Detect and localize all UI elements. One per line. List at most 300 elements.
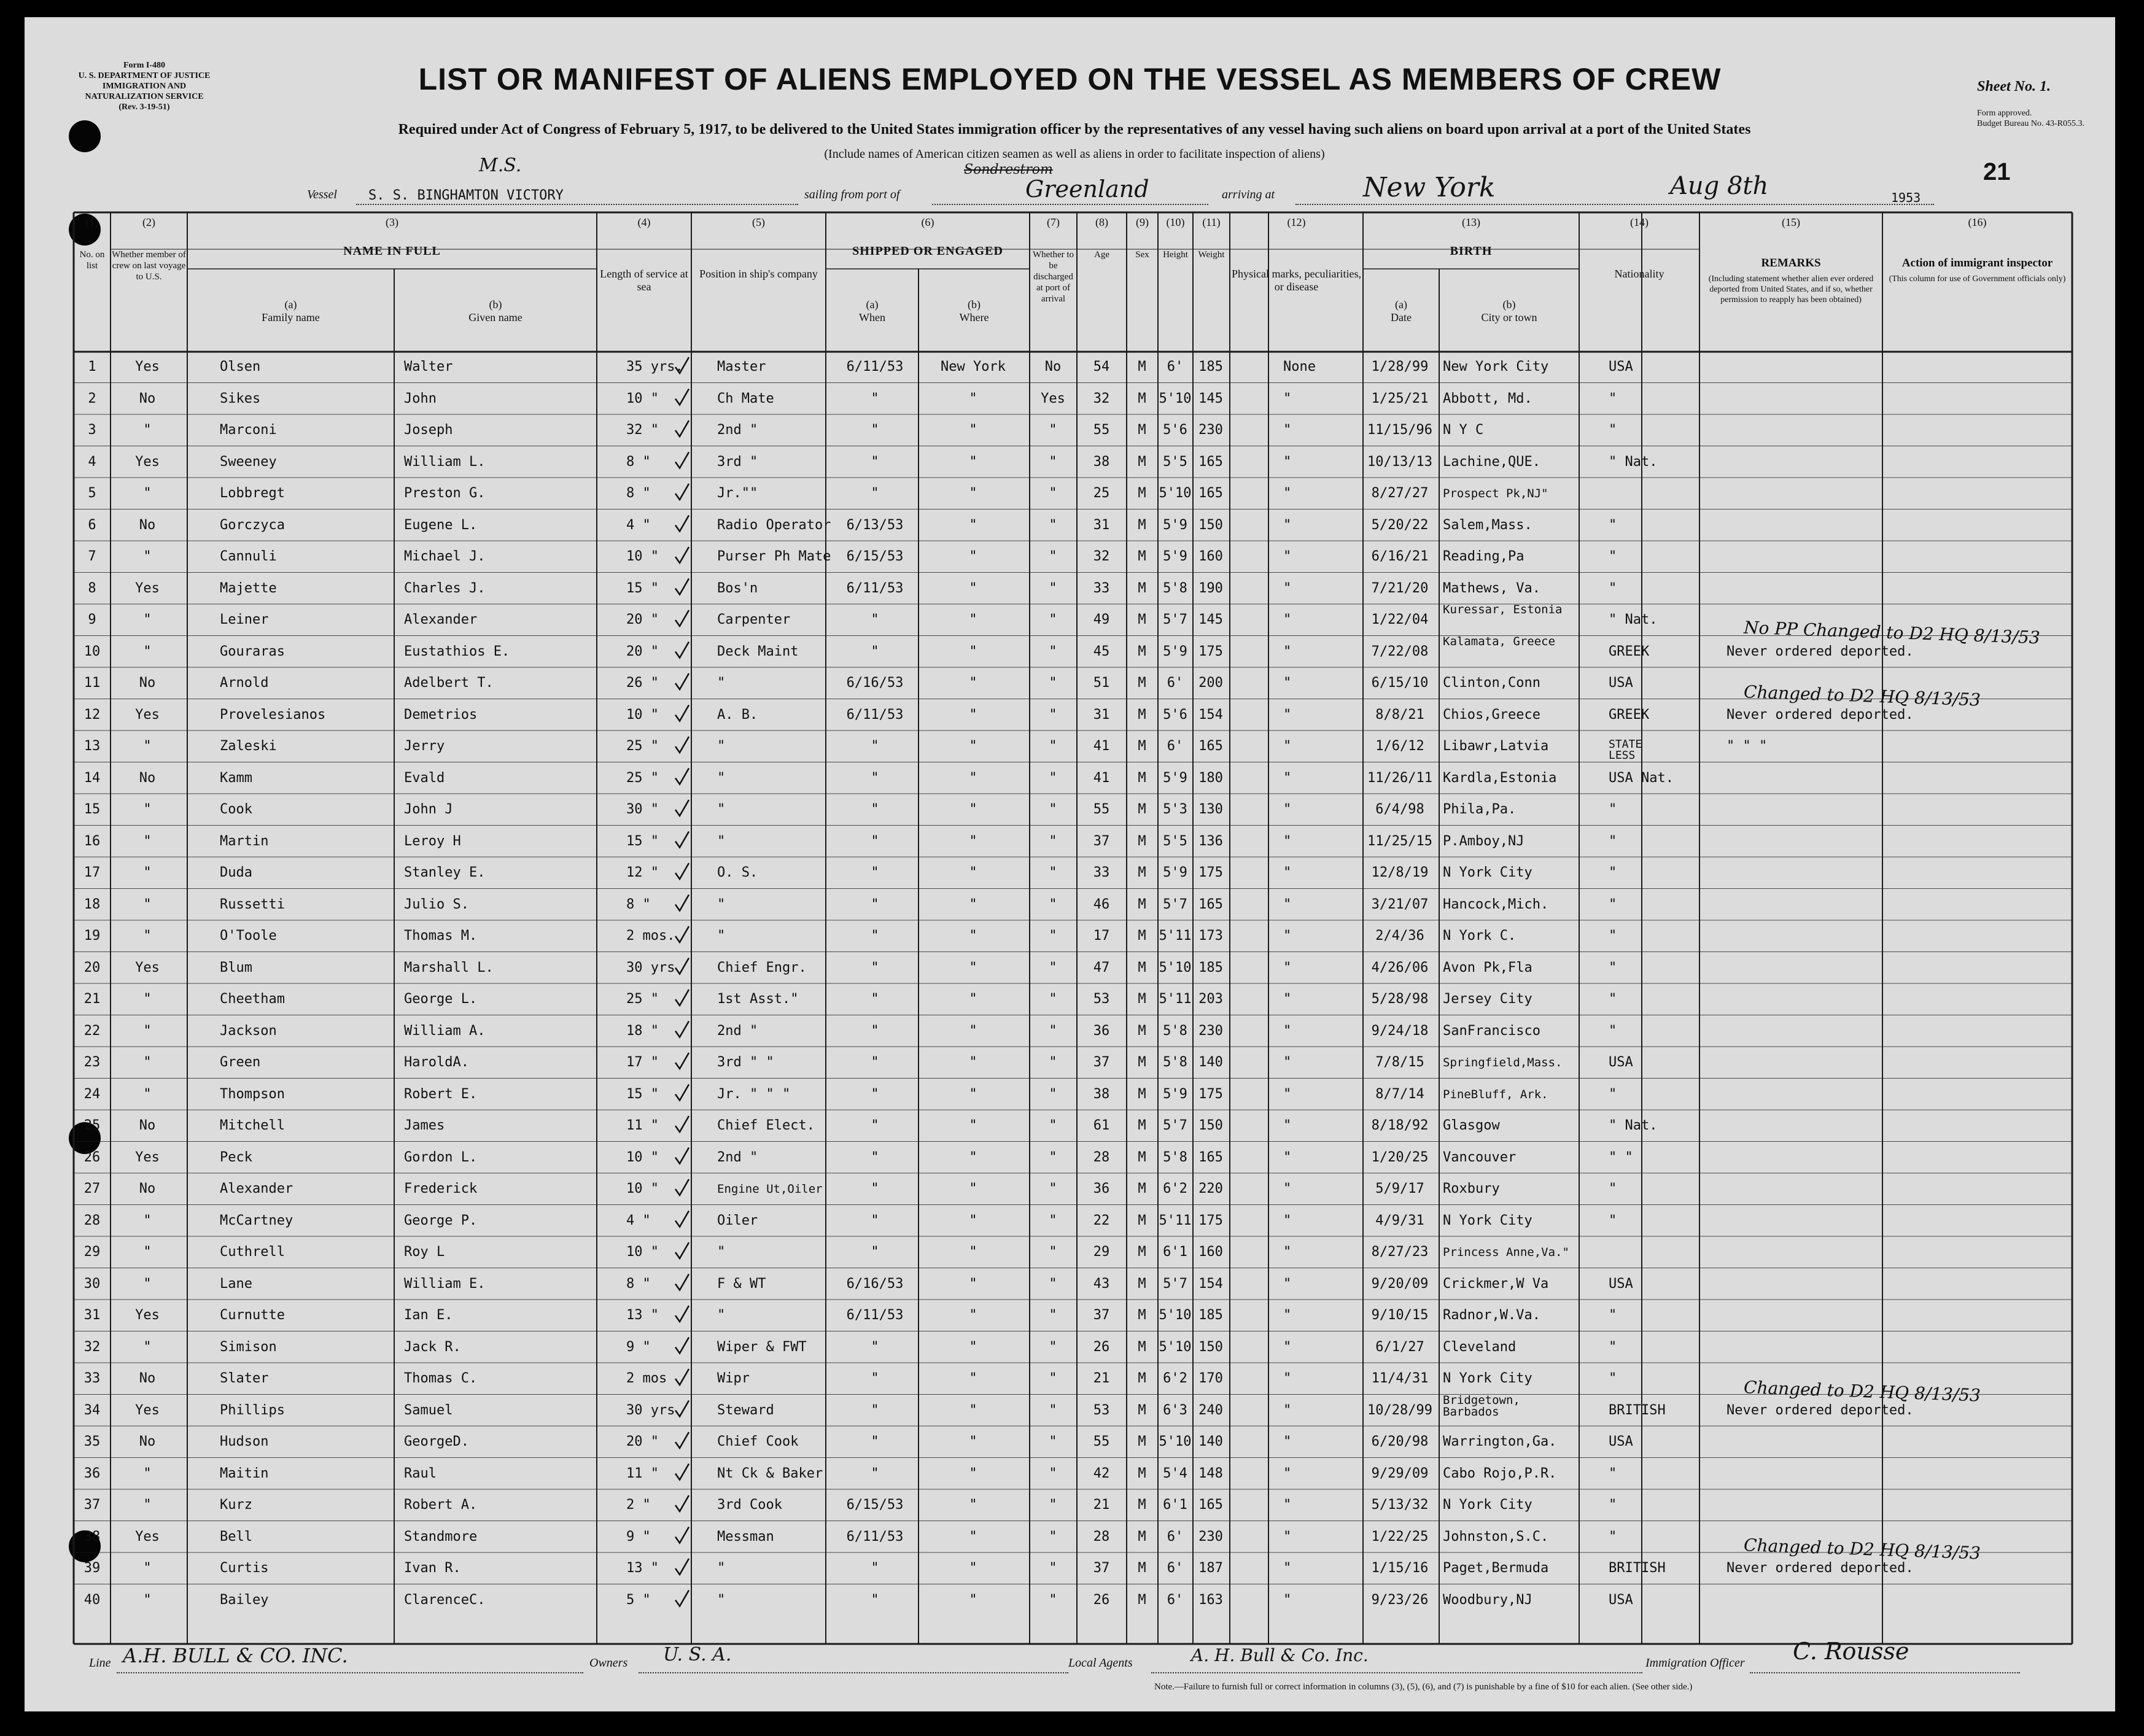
shipped-when: 6/11/53 — [846, 1308, 904, 1323]
column-number-6: (6) — [921, 216, 934, 228]
shipped-where: " — [969, 833, 977, 849]
height: 6' — [1167, 675, 1184, 691]
service-length: 13 " — [626, 1308, 659, 1323]
shipped-where: New York — [941, 359, 1006, 374]
position: Nt Ck & Baker — [717, 1465, 823, 1481]
age: 21 — [1093, 1497, 1110, 1513]
service-length: 10 " — [626, 1149, 659, 1165]
weight: 160 — [1198, 549, 1223, 564]
sex: M — [1138, 896, 1146, 912]
sex: M — [1138, 1529, 1146, 1544]
sex: M — [1138, 486, 1146, 501]
weight: 145 — [1198, 390, 1223, 406]
sex: M — [1138, 643, 1146, 659]
given-name: Walter — [404, 359, 453, 374]
column-header-11: Weight — [1198, 250, 1225, 260]
birth-date: 1/28/99 — [1371, 359, 1429, 374]
physical-marks: " — [1283, 486, 1292, 501]
physical-marks: " — [1283, 643, 1292, 659]
nationality: " — [1609, 549, 1617, 564]
column-number-10: (10) — [1166, 216, 1185, 228]
row-number: 27 — [84, 1181, 101, 1196]
given-name: James — [404, 1118, 445, 1133]
birth-date: 8/18/92 — [1371, 1118, 1429, 1133]
family-name: Cannuli — [220, 549, 277, 564]
shipped-where: " — [969, 738, 977, 754]
discharged: " — [1049, 1371, 1057, 1386]
given-name: Frederick — [404, 1181, 478, 1196]
physical-marks: " — [1283, 1497, 1292, 1513]
service-length: 17 " — [626, 1055, 659, 1070]
shipped-when: " — [871, 1402, 879, 1418]
officer-label: Immigration Officer — [1645, 1656, 1745, 1670]
given-name: Stanley E. — [404, 865, 486, 880]
age: 26 — [1093, 1592, 1110, 1608]
birth-date: 6/4/98 — [1375, 802, 1424, 817]
discharged: " — [1049, 1023, 1057, 1039]
birth-date: 5/13/32 — [1371, 1497, 1429, 1513]
shipped-where: " — [969, 486, 977, 501]
check-mark — [675, 389, 689, 405]
discharged: " — [1049, 549, 1057, 564]
check-mark — [675, 705, 689, 721]
column-header-7: Whether to be discharged at port of arrival — [1032, 250, 1074, 304]
check-mark — [675, 1495, 689, 1511]
check-mark — [675, 769, 689, 785]
family-name: Mitchell — [220, 1118, 285, 1133]
weight: 150 — [1198, 1339, 1223, 1355]
birth-place: SanFrancisco — [1443, 1023, 1540, 1039]
position: A. B. — [717, 707, 758, 723]
birth-date: 7/8/15 — [1375, 1055, 1424, 1070]
age: 33 — [1093, 580, 1110, 596]
column-header-6: SHIPPED OR ENGAGED — [852, 244, 1003, 258]
family-name: Jackson — [220, 1023, 277, 1039]
age: 29 — [1093, 1244, 1110, 1260]
sex: M — [1138, 1497, 1146, 1513]
birth-place: Lachine,QUE. — [1443, 454, 1540, 470]
birth-date: 8/27/23 — [1371, 1244, 1429, 1260]
given-name: William A. — [404, 1023, 486, 1039]
discharged: " — [1049, 865, 1057, 880]
height: 5'9 — [1163, 1086, 1187, 1102]
age: 41 — [1093, 738, 1110, 754]
discharged: " — [1049, 612, 1057, 627]
shipped-where: " — [969, 580, 977, 596]
physical-marks: " — [1283, 549, 1292, 564]
position: " — [717, 802, 726, 817]
shipped-when: " — [871, 1339, 879, 1355]
position: Oiler — [717, 1212, 758, 1228]
age: 32 — [1093, 390, 1110, 406]
birth-place: Warrington,Ga. — [1443, 1434, 1557, 1449]
birth-place: Clinton,Conn — [1443, 675, 1540, 691]
birth-date: 11/26/11 — [1367, 770, 1432, 786]
shipped-where: " — [969, 612, 977, 627]
family-name: Zaleski — [220, 738, 277, 754]
row-number: 31 — [84, 1308, 101, 1323]
column-number-9: (9) — [1136, 216, 1149, 228]
shipped-where: " — [969, 1086, 977, 1102]
last-voyage: No — [139, 770, 156, 786]
position: " — [717, 1592, 726, 1608]
column-header-1: No. on list — [79, 250, 105, 271]
given-name: William E. — [404, 1276, 486, 1292]
nationality: USA — [1609, 1276, 1633, 1292]
age: 45 — [1093, 643, 1110, 659]
nationality: " — [1609, 1339, 1617, 1355]
last-voyage: " — [143, 1244, 152, 1260]
last-voyage: No — [139, 1371, 156, 1386]
nationality: " — [1609, 1465, 1617, 1481]
row-number: 6 — [88, 517, 96, 533]
height: 6'2 — [1163, 1371, 1187, 1386]
row-number: 23 — [84, 1055, 101, 1070]
sex: M — [1138, 1212, 1146, 1228]
column-subheader-3a: (a) Family name — [262, 298, 320, 324]
family-name: Alexander — [220, 1181, 293, 1196]
remarks: Never ordered deported. — [1726, 1402, 1914, 1418]
birth-place: Woodbury,NJ — [1443, 1592, 1532, 1608]
column-subheader-13b: (b) City or town — [1481, 298, 1537, 324]
row-number: 13 — [84, 738, 101, 754]
nationality: " — [1609, 422, 1617, 438]
nationality: " — [1609, 896, 1617, 912]
service-length: 30 yrs — [626, 1402, 675, 1418]
row-number: 28 — [84, 1212, 101, 1228]
shipped-when: " — [871, 1434, 879, 1449]
weight: 160 — [1198, 1244, 1223, 1260]
given-name: Joseph — [404, 422, 453, 438]
age: 37 — [1093, 1560, 1110, 1576]
age: 53 — [1093, 991, 1110, 1007]
birth-place: Libawr,Latvia — [1443, 738, 1549, 754]
row-number: 22 — [84, 1023, 101, 1039]
sex: M — [1138, 738, 1146, 754]
weight: 175 — [1198, 865, 1223, 880]
family-name: Maitin — [220, 1465, 269, 1481]
given-name: Gordon L. — [404, 1149, 478, 1165]
position: Engine Ut,Oiler — [717, 1182, 823, 1196]
given-name: Ian E. — [404, 1308, 453, 1323]
last-voyage: " — [143, 422, 152, 438]
check-mark — [675, 863, 689, 879]
weight: 165 — [1198, 486, 1223, 501]
family-name: Duda — [220, 865, 252, 880]
sex: M — [1138, 1465, 1146, 1481]
physical-marks: " — [1283, 580, 1292, 596]
birth-date: 2/4/36 — [1375, 928, 1424, 944]
column-number-7: (7) — [1047, 216, 1060, 228]
birth-place: Avon Pk,Fla — [1443, 959, 1532, 975]
service-length: 10 " — [626, 390, 659, 406]
shipped-when: " — [871, 1244, 879, 1260]
height: 6' — [1167, 1592, 1184, 1608]
row-number: 25 — [84, 1118, 101, 1133]
physical-marks: " — [1283, 991, 1292, 1007]
physical-marks: " — [1283, 802, 1292, 817]
height: 6'1 — [1163, 1497, 1187, 1513]
row-number: 18 — [84, 896, 101, 912]
column-number-12: (12) — [1287, 216, 1306, 228]
row-number: 21 — [84, 991, 101, 1007]
last-voyage: " — [143, 612, 152, 627]
height: 5'7 — [1163, 896, 1187, 912]
last-voyage: Yes — [135, 1149, 160, 1165]
handwritten-remark: Changed to D2 HQ 8/13/53 — [1743, 681, 1981, 710]
weight: 165 — [1198, 738, 1223, 754]
column-number-2: (2) — [142, 216, 155, 228]
service-length: 10 " — [626, 1181, 659, 1196]
nationality: USA — [1609, 359, 1633, 374]
column-subheader-13a: (a) Date — [1391, 298, 1412, 324]
shipped-when: " — [871, 1592, 879, 1608]
row-number: 40 — [84, 1592, 101, 1608]
check-mark — [675, 610, 689, 626]
birth-date: 11/15/96 — [1367, 422, 1432, 438]
last-voyage: Yes — [135, 1402, 160, 1418]
sailing-label: sailing from port of — [804, 188, 900, 201]
weight: 170 — [1198, 1371, 1223, 1386]
position: Deck Maint — [717, 643, 799, 659]
line-value: A.H. BULL & CO. INC. — [123, 1644, 348, 1667]
weight: 136 — [1198, 833, 1223, 849]
physical-marks: " — [1283, 1465, 1292, 1481]
nationality: STATE LESS — [1609, 738, 1642, 762]
position: " — [717, 1308, 726, 1323]
check-mark — [675, 1242, 689, 1258]
position: F & WT — [717, 1276, 766, 1292]
check-mark — [675, 1211, 689, 1227]
agents-label: Local Agents — [1068, 1656, 1133, 1670]
family-name: Marconi — [220, 422, 277, 438]
check-mark — [675, 1148, 689, 1164]
service-length: 2 mos. — [626, 928, 675, 944]
discharged: " — [1049, 1497, 1057, 1513]
position: 2nd " — [717, 422, 758, 438]
shipped-when: " — [871, 643, 879, 659]
shipped-when: " — [871, 390, 879, 406]
physical-marks: " — [1283, 707, 1292, 723]
discharged: " — [1049, 517, 1057, 533]
discharged: " — [1049, 1434, 1057, 1449]
birth-place: Bridgetown, Barbados — [1443, 1393, 1520, 1419]
given-name: Standmore — [404, 1529, 478, 1544]
discharged: " — [1049, 1339, 1057, 1355]
sex: M — [1138, 1181, 1146, 1196]
check-mark — [675, 1179, 689, 1195]
family-name: Simison — [220, 1339, 277, 1355]
nationality: " Nat. — [1609, 1118, 1658, 1133]
height: 5'6 — [1163, 422, 1187, 438]
physical-marks: " — [1283, 1529, 1292, 1544]
column-subheader-6b: (b) Where — [959, 298, 989, 324]
row-number: 4 — [88, 454, 96, 470]
check-mark — [675, 1116, 689, 1132]
discharged: " — [1049, 675, 1057, 691]
sex: M — [1138, 549, 1146, 564]
age: 28 — [1093, 1529, 1110, 1544]
nationality: " — [1609, 390, 1617, 406]
last-voyage: No — [139, 517, 156, 533]
manifest-sheet — [25, 17, 2115, 1711]
height: 5'8 — [1163, 1023, 1187, 1039]
nationality: " — [1609, 517, 1617, 533]
shipped-when: " — [871, 1118, 879, 1133]
family-name: Lane — [220, 1276, 252, 1292]
row-number: 5 — [88, 486, 96, 501]
remarks: " " " — [1726, 738, 1768, 754]
shipped-where: " — [969, 1055, 977, 1070]
position: 3rd Cook — [717, 1497, 782, 1513]
birth-place: Prospect Pk,NJ" — [1443, 487, 1548, 500]
weight: 185 — [1198, 959, 1223, 975]
column-number-8: (8) — [1095, 216, 1108, 228]
position: Radio Operator — [717, 517, 831, 533]
birth-date: 12/8/19 — [1371, 865, 1429, 880]
family-name: O'Toole — [220, 928, 277, 944]
row-number: 2 — [88, 390, 96, 406]
position: Wiper & FWT — [717, 1339, 807, 1355]
shipped-where: " — [969, 1149, 977, 1165]
last-voyage: " — [143, 896, 152, 912]
height: 5'5 — [1163, 454, 1187, 470]
check-mark — [675, 1559, 689, 1575]
birth-place: N Y C — [1443, 422, 1484, 438]
row-number: 37 — [84, 1497, 101, 1513]
check-mark — [675, 1021, 689, 1037]
weight: 185 — [1198, 359, 1223, 374]
sex: M — [1138, 959, 1146, 975]
family-name: McCartney — [220, 1212, 293, 1228]
last-voyage: Yes — [135, 359, 160, 374]
nationality: " — [1609, 580, 1617, 596]
column-header-14: Nationality — [1614, 268, 1664, 280]
check-mark — [675, 1464, 689, 1480]
owners-value: U. S. A. — [663, 1644, 732, 1665]
shipped-where: " — [969, 549, 977, 564]
sex: M — [1138, 1560, 1146, 1576]
shipped-when: " — [871, 1560, 879, 1576]
physical-marks: " — [1283, 896, 1292, 912]
last-voyage: Yes — [135, 1308, 160, 1323]
shipped-when: " — [871, 833, 879, 849]
shipped-when: " — [871, 612, 879, 627]
age: 28 — [1093, 1149, 1110, 1165]
last-voyage: " — [143, 802, 152, 817]
birth-date: 7/22/08 — [1371, 643, 1429, 659]
weight: 230 — [1198, 422, 1223, 438]
row-number: 3 — [88, 422, 96, 438]
nationality: GREEK — [1609, 707, 1650, 723]
service-length: 11 " — [626, 1465, 659, 1481]
family-name: Kamm — [220, 770, 252, 786]
shipped-where: " — [969, 1560, 977, 1576]
birth-date: 6/15/10 — [1371, 675, 1429, 691]
family-name: Leiner — [220, 612, 269, 627]
sex: M — [1138, 517, 1146, 533]
discharged: " — [1049, 770, 1057, 786]
birth-place: Glasgow — [1443, 1118, 1500, 1133]
service-length: 8 " — [626, 454, 651, 470]
position: Chief Cook — [717, 1434, 799, 1449]
shipped-where: " — [969, 1244, 977, 1260]
given-name: Eugene L. — [404, 517, 478, 533]
column-note-16: (This column for use of Government officials only) — [1889, 274, 2066, 284]
birth-place: Roxbury — [1443, 1181, 1500, 1196]
family-name: Provelesianos — [220, 707, 326, 723]
row-number: 38 — [84, 1529, 101, 1544]
shipped-where: " — [969, 991, 977, 1007]
weight: 163 — [1198, 1592, 1223, 1608]
last-voyage: No — [139, 1181, 156, 1196]
column-subheader-3b: (b) Given name — [468, 298, 522, 324]
check-mark — [675, 990, 689, 1006]
nationality: USA Nat. — [1609, 770, 1674, 786]
given-name: Michael J. — [404, 549, 486, 564]
vessel-prefix: M.S. — [479, 155, 522, 176]
last-voyage: " — [143, 1497, 152, 1513]
shipped-where: " — [969, 959, 977, 975]
row-number: 32 — [84, 1339, 101, 1355]
shipped-where: " — [969, 896, 977, 912]
service-length: 15 " — [626, 1086, 659, 1102]
weight: 150 — [1198, 517, 1223, 533]
birth-date: 1/22/25 — [1371, 1529, 1429, 1544]
height: 5'9 — [1163, 770, 1187, 786]
physical-marks: " — [1283, 1339, 1292, 1355]
nationality: GREEK — [1609, 643, 1650, 659]
shipped-when: 6/11/53 — [846, 580, 904, 596]
age: 36 — [1093, 1181, 1110, 1196]
weight: 175 — [1198, 1212, 1223, 1228]
discharged: " — [1049, 896, 1057, 912]
birth-place: N York City — [1443, 1371, 1532, 1386]
given-name: Robert A. — [404, 1497, 478, 1513]
sailing-from: Greenland — [1025, 176, 1149, 203]
shipped-where: " — [969, 1371, 977, 1386]
age: 33 — [1093, 865, 1110, 880]
height: 5'4 — [1163, 1465, 1187, 1481]
given-name: Eustathios E. — [404, 643, 510, 659]
position: Master — [717, 359, 766, 374]
family-name: Arnold — [220, 675, 269, 691]
handwritten-remark: Changed to D2 HQ 8/13/53 — [1743, 1535, 1981, 1564]
given-name: Marshall L. — [404, 959, 494, 975]
position: " — [717, 928, 726, 944]
physical-marks: " — [1283, 1276, 1292, 1292]
nationality: USA — [1609, 1592, 1633, 1608]
check-mark — [675, 1401, 689, 1417]
family-name: Cheetham — [220, 991, 285, 1007]
service-length: 35 yrs. — [626, 359, 683, 374]
service-length: 25 " — [626, 991, 659, 1007]
height: 5'11 — [1159, 1212, 1192, 1228]
check-mark — [675, 800, 689, 816]
shipped-where: " — [969, 928, 977, 944]
shipped-when: " — [871, 802, 879, 817]
shipped-when: 6/13/53 — [846, 517, 904, 533]
page-number: 21 — [1983, 158, 2011, 185]
row-number: 10 — [84, 643, 101, 659]
last-voyage: " — [143, 1086, 152, 1102]
discharged: " — [1049, 928, 1057, 944]
discharged: " — [1049, 454, 1057, 470]
arriving-label: arriving at — [1222, 188, 1275, 201]
physical-marks: " — [1283, 1149, 1292, 1165]
shipped-where: " — [969, 390, 977, 406]
position: 3rd " " — [717, 1055, 774, 1070]
